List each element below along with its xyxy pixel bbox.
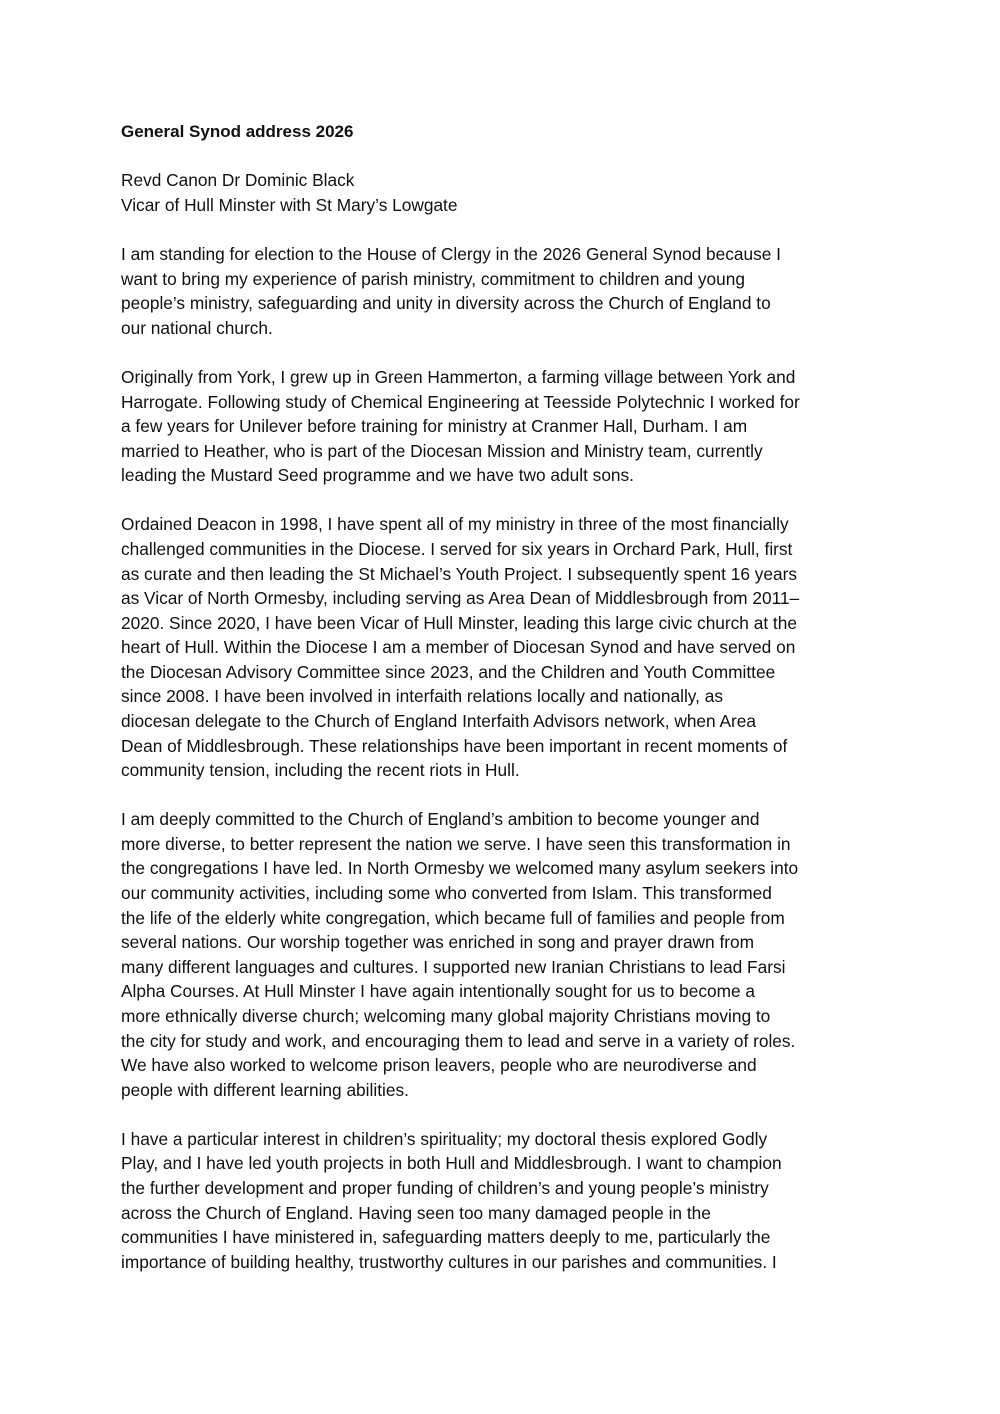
paragraph-line: the city for study and work, and encouraging them to lead and serve in a variety of roles. — [121, 1030, 796, 1051]
paragraph-line: challenged communities in the Diocese. I served for six years in Orchard Park, Hull, first — [121, 538, 793, 559]
author-role: Vicar of Hull Minster with St Mary’s Lowgate — [121, 194, 458, 215]
paragraph-line: diocesan delegate to the Church of England Interfaith Advisors network, when Area — [121, 711, 757, 732]
paragraph-line: people with different learning abilities. — [121, 1079, 409, 1100]
paragraph-line: across the Church of England. Having seen too many damaged people in the — [121, 1202, 711, 1223]
paragraph-line: 2020. Since 2020, I have been Vicar of Hull Minster, leading this large civic church at the — [121, 612, 797, 633]
body-paragraph — [121, 512, 891, 783]
paragraph-line: I am standing for election to the House of Clergy in the 2026 General Synod because I — [121, 244, 781, 265]
document-page — [121, 120, 891, 1299]
paragraph-line: more diverse, to better represent the nation we serve. I have seen this transformation in — [121, 833, 791, 854]
body-paragraph — [121, 365, 891, 488]
paragraph-line: Dean of Middlesbrough. These relationships have been important in recent moments of — [121, 735, 788, 756]
paragraph-line: as Vicar of North Ormesby, including serving as Area Dean of Middlesbrough from 2011– — [121, 588, 800, 609]
author-name: Revd Canon Dr Dominic Black — [121, 170, 355, 190]
body-paragraph — [121, 242, 891, 340]
paragraph-line: people’s ministry, safeguarding and unity in diversity across the Church of England to — [121, 293, 771, 314]
paragraph-line: Ordained Deacon in 1998, I have spent all of my ministry in three of the most financially — [121, 514, 789, 535]
paragraph-line: the Diocesan Advisory Committee since 2023, and the Children and Youth Committee — [121, 661, 776, 682]
paragraph-line: the further development and proper funding of children’s and young people’s ministry — [121, 1177, 769, 1198]
paragraph-line: a few years for Unilever before training for ministry at Cranmer Hall, Durham. I am — [121, 416, 748, 437]
paragraph-line: as curate and then leading the St Michael’s Youth Project. I subsequently spent 16 years — [121, 563, 798, 584]
paragraph-line: importance of building healthy, trustworthy cultures in our parishes and communities. I — [121, 1251, 777, 1272]
body-paragraph — [121, 807, 891, 1102]
paragraph-line: heart of Hull. Within the Diocese I am a member of Diocesan Synod and have served on — [121, 637, 796, 658]
paragraph-line: many different languages and cultures. I supported new Iranian Christians to lead Farsi — [121, 956, 786, 977]
paragraph-line: more ethnically diverse church; welcoming many global majority Christians moving to — [121, 1005, 771, 1026]
paragraph-line: I am deeply committed to the Church of England’s ambition to become younger and — [121, 809, 760, 830]
author-block — [121, 168, 891, 217]
paragraph-line: the congregations I have led. In North Ormesby we welcomed many asylum seekers into — [121, 858, 799, 879]
paragraph-line: our community activities, including some who converted from Islam. This transformed — [121, 883, 772, 904]
paragraph-line: Originally from York, I grew up in Green Hammerton, a farming village between York and — [121, 366, 796, 387]
paragraph-line: want to bring my experience of parish ministry, commitment to children and young — [121, 268, 746, 289]
document-title: General Synod address 2026 — [121, 122, 354, 141]
paragraph-line: married to Heather, who is part of the Diocesan Mission and Ministry team, currently — [121, 440, 763, 461]
paragraph-line: community tension, including the recent riots in Hull. — [121, 760, 520, 781]
paragraph-line: several nations. Our worship together was enriched in song and prayer drawn from — [121, 932, 755, 953]
body-text — [121, 242, 891, 1274]
paragraph-line: Play, and I have led youth projects in both Hull and Middlesbrough. I want to champion — [121, 1153, 782, 1174]
paragraph-line: I have a particular interest in children’s spirituality; my doctoral thesis explored Godly — [121, 1128, 768, 1149]
paragraph-line: Harrogate. Following study of Chemical Engineering at Teesside Polytechnic I worked for — [121, 391, 800, 412]
paragraph-line: since 2008. I have been involved in interfaith relations locally and nationally, as — [121, 686, 724, 707]
paragraph-line: Alpha Courses. At Hull Minster I have again intentionally sought for us to become a — [121, 981, 755, 1002]
paragraph-line: the life of the elderly white congregation, which became full of families and people from — [121, 907, 785, 928]
paragraph-line: our national church. — [121, 317, 273, 338]
paragraph-line: leading the Mustard Seed programme and we have two adult sons. — [121, 465, 634, 486]
paragraph-line: We have also worked to welcome prison leavers, people who are neurodiverse and — [121, 1055, 757, 1076]
paragraph-line: communities I have ministered in, safeguarding matters deeply to me, particularly the — [121, 1227, 771, 1248]
body-paragraph — [121, 1127, 891, 1275]
